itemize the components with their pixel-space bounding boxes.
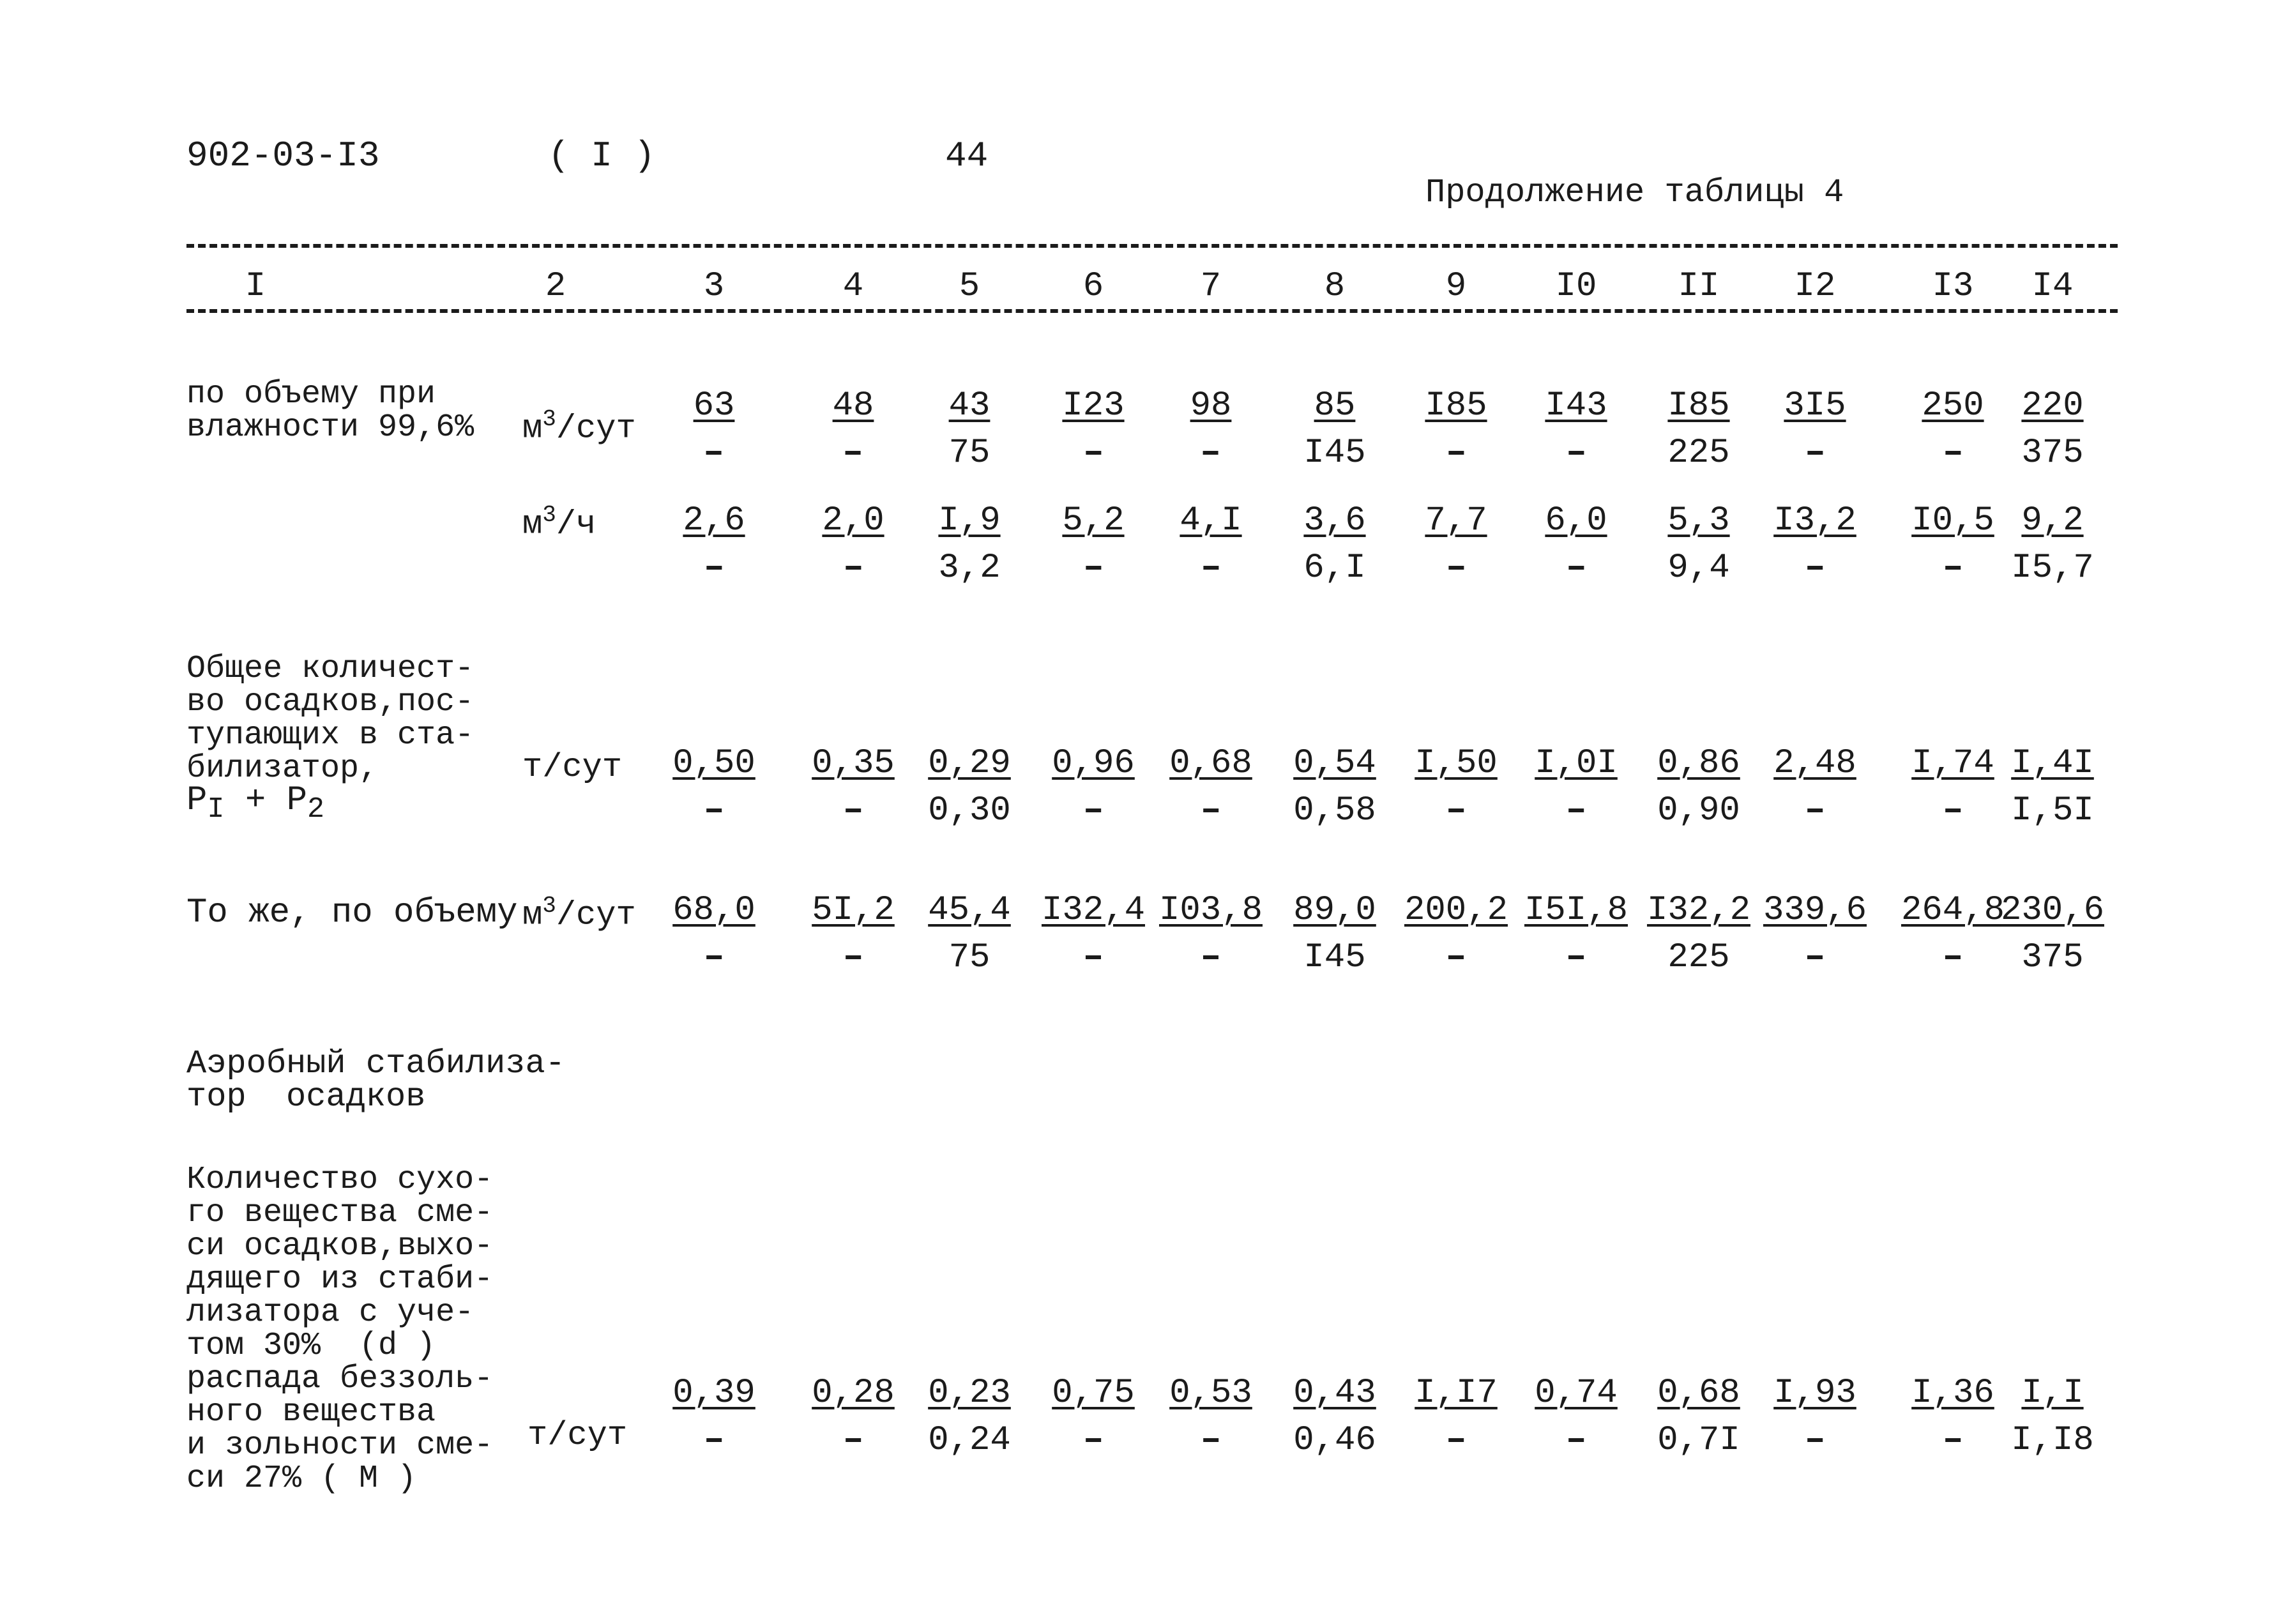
cell-value: 3,6 (1303, 501, 1366, 540)
unit-base: м (522, 409, 543, 448)
cell-alt-value (1545, 433, 1607, 474)
cell-value: I,50 (1415, 744, 1498, 783)
cell-value: 43 (948, 386, 990, 425)
table-cell (1303, 501, 1365, 589)
page-number: 44 (945, 135, 989, 176)
cell-value: I03,8 (1158, 891, 1263, 930)
unit-superscript: 3 (542, 502, 556, 528)
cell-value: 0,86 (1657, 744, 1740, 783)
table-cell (928, 1373, 1011, 1461)
dash-mark (1448, 808, 1464, 812)
cell-alt-value (1190, 433, 1232, 474)
table-cell (672, 1373, 755, 1461)
cell-alt-value (1425, 433, 1487, 474)
cell-alt-value (1773, 791, 1856, 831)
unit-superscript: 3 (542, 406, 556, 432)
cell-value: I,74 (1911, 744, 1994, 783)
cell-value: I43 (1545, 386, 1607, 425)
cell-value: I,93 (1773, 1374, 1856, 1413)
cell-alt-value: I45 (1303, 434, 1366, 473)
table-cell (1922, 386, 1984, 474)
cell-value: 3I5 (1784, 386, 1846, 425)
cell-value: 0,68 (1169, 744, 1252, 783)
table-cell (2021, 386, 2083, 474)
column-number: 3 (703, 267, 725, 306)
cell-alt-value: 0,24 (928, 1421, 1011, 1460)
table-cell (694, 386, 735, 474)
cell-alt-value (672, 937, 755, 978)
column-number: I2 (1794, 267, 1836, 306)
row-label-volume-humidity: по объему при влажности 99,6% (186, 376, 474, 446)
dash-mark (1086, 955, 1101, 959)
dash-mark (846, 808, 861, 812)
table-cell (1062, 386, 1124, 474)
cell-alt-value (1425, 548, 1487, 589)
dash-mark (1086, 451, 1101, 455)
dash-mark (1203, 955, 1218, 959)
column-number: 8 (1324, 267, 1346, 306)
dash-mark (706, 566, 722, 570)
column-number: 6 (1082, 267, 1104, 306)
cell-value: 45,4 (928, 891, 1011, 930)
cell-alt-value (1922, 433, 1984, 474)
cell-alt-value (1535, 1420, 1618, 1461)
table-cell (1773, 501, 1856, 589)
cell-alt-value (1524, 937, 1628, 978)
cell-alt-value (694, 433, 735, 474)
dash-mark (1203, 1438, 1218, 1442)
table-cell (1911, 1373, 1994, 1461)
table-cell (1404, 890, 1508, 978)
table-cell (1901, 890, 2005, 978)
cell-value: I85 (1667, 386, 1730, 425)
table-cell (928, 890, 1011, 978)
table-cell (1415, 743, 1498, 831)
cell-alt-value (1404, 937, 1508, 978)
dash-mark (706, 1438, 722, 1442)
table-cell (1042, 890, 1145, 978)
cell-value: I32,2 (1646, 891, 1751, 930)
dash-mark (1568, 955, 1584, 959)
cell-value: 2,6 (683, 501, 745, 540)
cell-alt-value (1535, 791, 1618, 831)
cell-value: I23 (1062, 386, 1125, 425)
dash-mark (1568, 808, 1584, 812)
table-cell (1773, 1373, 1856, 1461)
cell-alt-value: 0,58 (1293, 791, 1376, 830)
cell-alt-value (1911, 791, 1994, 831)
table-cell (1524, 890, 1628, 978)
dash-mark (1568, 451, 1584, 455)
cell-alt-value: 375 (2021, 938, 2084, 977)
table-cell (672, 743, 755, 831)
cell-value: 7,7 (1425, 501, 1487, 540)
dash-mark (1448, 566, 1464, 570)
cell-alt-value: 225 (1667, 938, 1730, 977)
cell-alt-value (1911, 548, 1994, 589)
cell-value: 4,I (1180, 501, 1242, 540)
cell-alt-value (812, 1420, 895, 1461)
table-cell (1425, 501, 1487, 589)
section-heading-aerobic-stabilizer: Аэробный стабилиза- тор осадков (186, 1045, 565, 1116)
cell-alt-value (1773, 548, 1856, 589)
cell-value: 264,8 (1901, 891, 2005, 930)
column-number: I3 (1932, 267, 1974, 306)
cell-alt-value: I,I8 (2011, 1421, 2094, 1460)
cell-value: 89,0 (1293, 891, 1376, 930)
table-cell (1647, 890, 1750, 978)
cell-value: 0,39 (672, 1374, 755, 1413)
table-cell (1535, 743, 1618, 831)
cell-value: 0,23 (928, 1374, 1011, 1413)
cell-value: I,0I (1535, 744, 1618, 783)
formula-sub2: 2 (307, 793, 325, 826)
dash-mark (1086, 808, 1101, 812)
cell-value: 0,43 (1293, 1374, 1376, 1413)
unit-tail: /сут (556, 409, 636, 448)
table-cell (949, 386, 990, 474)
cell-alt-value (1911, 1420, 1994, 1461)
document-code: 902-03-I3 (186, 135, 380, 176)
row-label-dry-matter: Количество сухо- го вещества сме- си осадков,выхо- дящего из стаби- лизатора с уче- том 30% (d ) распада беззоль- ного вещества и зольности сме- си 27% ( M ) (186, 1162, 494, 1497)
dash-mark (1086, 1438, 1101, 1442)
table-cell (1293, 743, 1376, 831)
row-unit-m3-per-day-2 (522, 893, 636, 934)
cell-value: 0,29 (928, 744, 1011, 783)
table-cell (1293, 890, 1376, 978)
cell-alt-value (1415, 791, 1498, 831)
unit-base: м (522, 896, 543, 934)
cell-alt-value (1052, 791, 1135, 831)
cell-value: 98 (1190, 386, 1232, 425)
dash-mark (1807, 955, 1823, 959)
table-cell (1052, 1373, 1135, 1461)
cell-alt-value (812, 937, 895, 978)
cell-value: 9,2 (2021, 501, 2084, 540)
cell-value: I,4I (2011, 744, 2094, 783)
table-cell (2001, 890, 2104, 978)
dash-mark (846, 451, 861, 455)
cell-value: 0,54 (1293, 744, 1376, 783)
column-number: 9 (1445, 267, 1467, 306)
dash-mark (1086, 566, 1101, 570)
cell-value: 0,75 (1052, 1374, 1135, 1413)
cell-value: 5I,2 (812, 891, 895, 930)
cell-alt-value (672, 791, 755, 831)
cell-alt-value (1052, 1420, 1135, 1461)
table-header-top-rule (186, 244, 2118, 248)
dash-mark (1807, 808, 1823, 812)
dash-mark (1203, 451, 1218, 455)
table-cell (672, 890, 755, 978)
table-cell (1911, 743, 1994, 831)
cell-alt-value (812, 791, 895, 831)
table-cell (683, 501, 745, 589)
dash-mark (1448, 1438, 1464, 1442)
unit-superscript: 3 (542, 893, 556, 919)
cell-alt-value: 0,30 (928, 791, 1011, 830)
table-cell (1545, 501, 1607, 589)
row-unit-t-per-day: т/сут (522, 748, 623, 786)
cell-value: 0,53 (1169, 1374, 1252, 1413)
cell-value: I85 (1425, 386, 1487, 425)
table-cell (1763, 890, 1867, 978)
cell-alt-value (1180, 548, 1241, 589)
dash-mark (846, 1438, 861, 1442)
table-continuation-title: Продолжение таблицы 4 (1425, 174, 1844, 211)
cell-alt-value (1763, 937, 1867, 978)
cell-alt-value (1169, 1420, 1252, 1461)
dash-mark (1945, 1438, 1961, 1442)
table-cell (1180, 501, 1241, 589)
cell-value: 220 (2021, 386, 2084, 425)
formula-p1: P (186, 781, 208, 820)
table-cell (1052, 743, 1135, 831)
table-cell (1657, 1373, 1740, 1461)
cell-value: 250 (1922, 386, 1984, 425)
row-label-same-by-volume: То же, по объему (186, 893, 518, 932)
cell-alt-value (1784, 433, 1846, 474)
cell-value: I3,2 (1773, 501, 1856, 540)
row-unit-m3-per-hour (522, 502, 596, 543)
cell-alt-value (822, 548, 884, 589)
cell-alt-value (1062, 433, 1124, 474)
cell-alt-value: 3,2 (938, 549, 1001, 588)
dash-mark (1448, 451, 1464, 455)
cell-alt-value: 225 (1667, 434, 1730, 473)
cell-value: I,I (2021, 1374, 2084, 1413)
column-number: I0 (1555, 267, 1597, 306)
dash-mark (1807, 1438, 1823, 1442)
table-cell (1159, 890, 1263, 978)
cell-value: I5I,8 (1524, 891, 1628, 930)
column-number: 5 (959, 267, 980, 306)
dash-mark (846, 955, 861, 959)
table-cell (822, 501, 884, 589)
row-label-formula (186, 781, 325, 826)
table-cell (1293, 1373, 1376, 1461)
table-cell (1667, 501, 1729, 589)
cell-value: 0,28 (812, 1374, 895, 1413)
cell-value: 5,2 (1062, 501, 1125, 540)
row-unit-t-per-day-2: т/сут (527, 1416, 628, 1454)
table-cell (1415, 1373, 1498, 1461)
unit-tail: /сут (556, 896, 636, 934)
cell-value: 68,0 (672, 891, 755, 930)
table-cell (2011, 1373, 2094, 1461)
table-cell (1062, 501, 1124, 589)
cell-alt-value (1901, 937, 2005, 978)
cell-value: 2,48 (1773, 744, 1856, 783)
cell-value: 0,68 (1657, 1374, 1740, 1413)
cell-alt-value (833, 433, 874, 474)
dash-mark (1448, 955, 1464, 959)
column-number: 7 (1200, 267, 1222, 306)
cell-value: 85 (1314, 386, 1356, 425)
dash-mark (1568, 1438, 1584, 1442)
cell-value: 200,2 (1404, 891, 1508, 930)
cell-alt-value (672, 1420, 755, 1461)
unit-tail: /ч (556, 505, 596, 543)
dash-mark (1945, 808, 1961, 812)
column-number: 2 (545, 267, 566, 306)
dash-mark (1568, 566, 1584, 570)
table-cell (1535, 1373, 1618, 1461)
dash-mark (706, 955, 722, 959)
cell-value: 339,6 (1763, 891, 1867, 930)
cell-alt-value (1545, 548, 1607, 589)
table-cell (2011, 501, 2094, 589)
cell-alt-value: 0,7I (1657, 1421, 1740, 1460)
dash-mark (1945, 451, 1961, 455)
cell-alt-value (1169, 791, 1252, 831)
dash-mark (706, 808, 722, 812)
dash-mark (1945, 566, 1961, 570)
table-cell (1545, 386, 1607, 474)
cell-alt-value (1159, 937, 1263, 978)
table-cell (1773, 743, 1856, 831)
cell-alt-value: I45 (1303, 938, 1366, 977)
cell-alt-value: 9,4 (1667, 549, 1730, 588)
table-cell (833, 386, 874, 474)
cell-value: I32,4 (1041, 891, 1146, 930)
cell-alt-value (1062, 548, 1124, 589)
cell-value: I,I7 (1415, 1374, 1498, 1413)
table-cell (1784, 386, 1846, 474)
cell-value: 230,6 (2000, 891, 2105, 930)
table-cell (812, 743, 895, 831)
unit-base: м (522, 505, 543, 543)
table-cell (1303, 386, 1365, 474)
table-cell (1425, 386, 1487, 474)
cell-value: 0,74 (1535, 1374, 1618, 1413)
column-number: 4 (842, 267, 864, 306)
table-cell (938, 501, 1000, 589)
document-part: ( I ) (548, 135, 656, 176)
cell-value: 5,3 (1667, 501, 1730, 540)
dash-mark (706, 451, 722, 455)
cell-alt-value: 75 (948, 434, 990, 473)
formula-sub1: I (207, 793, 225, 826)
dash-mark (1203, 808, 1218, 812)
cell-alt-value: 75 (948, 938, 990, 977)
table-cell (1169, 743, 1252, 831)
table-cell (928, 743, 1011, 831)
cell-value: 0,50 (672, 744, 755, 783)
cell-value: 63 (693, 386, 735, 425)
dash-mark (1945, 955, 1961, 959)
formula-plus: + (224, 781, 287, 820)
cell-value: I,9 (938, 501, 1001, 540)
table-cell (1667, 386, 1729, 474)
cell-alt-value: 0,46 (1293, 1421, 1376, 1460)
cell-alt-value (1773, 1420, 1856, 1461)
table-cell (1657, 743, 1740, 831)
column-number: II (1678, 267, 1720, 306)
cell-value: 0,35 (812, 744, 895, 783)
table-cell (2011, 743, 2094, 831)
cell-alt-value (1415, 1420, 1498, 1461)
row-label-total-sediment: Общее количест- во осадков,пос- тупающих в ста- билизатор, (186, 651, 474, 787)
table-cell (1169, 1373, 1252, 1461)
cell-value: 6,0 (1545, 501, 1607, 540)
cell-alt-value: 0,90 (1657, 791, 1740, 830)
cell-value: 2,0 (822, 501, 884, 540)
table-header-bottom-rule (186, 309, 2118, 313)
cell-value: 0,96 (1052, 744, 1135, 783)
dash-mark (1807, 451, 1823, 455)
cell-alt-value: I5,7 (2011, 549, 2094, 588)
cell-value: 48 (832, 386, 874, 425)
table-cell (812, 890, 895, 978)
column-number: I (245, 267, 266, 306)
cell-value: I,36 (1911, 1374, 1994, 1413)
cell-alt-value (683, 548, 745, 589)
table-cell (812, 1373, 895, 1461)
dash-mark (1807, 566, 1823, 570)
table-cell (1911, 501, 1994, 589)
table-cell (1190, 386, 1232, 474)
row-unit-m3-per-day (522, 406, 636, 447)
dash-mark (1203, 566, 1218, 570)
cell-alt-value (1042, 937, 1145, 978)
cell-alt-value: 375 (2021, 434, 2084, 473)
cell-alt-value: 6,I (1303, 549, 1366, 588)
formula-p2: P (286, 781, 308, 820)
cell-alt-value: I,5I (2011, 791, 2094, 830)
column-number: I4 (2031, 267, 2074, 306)
dash-mark (846, 566, 861, 570)
cell-value: I0,5 (1911, 501, 1994, 540)
